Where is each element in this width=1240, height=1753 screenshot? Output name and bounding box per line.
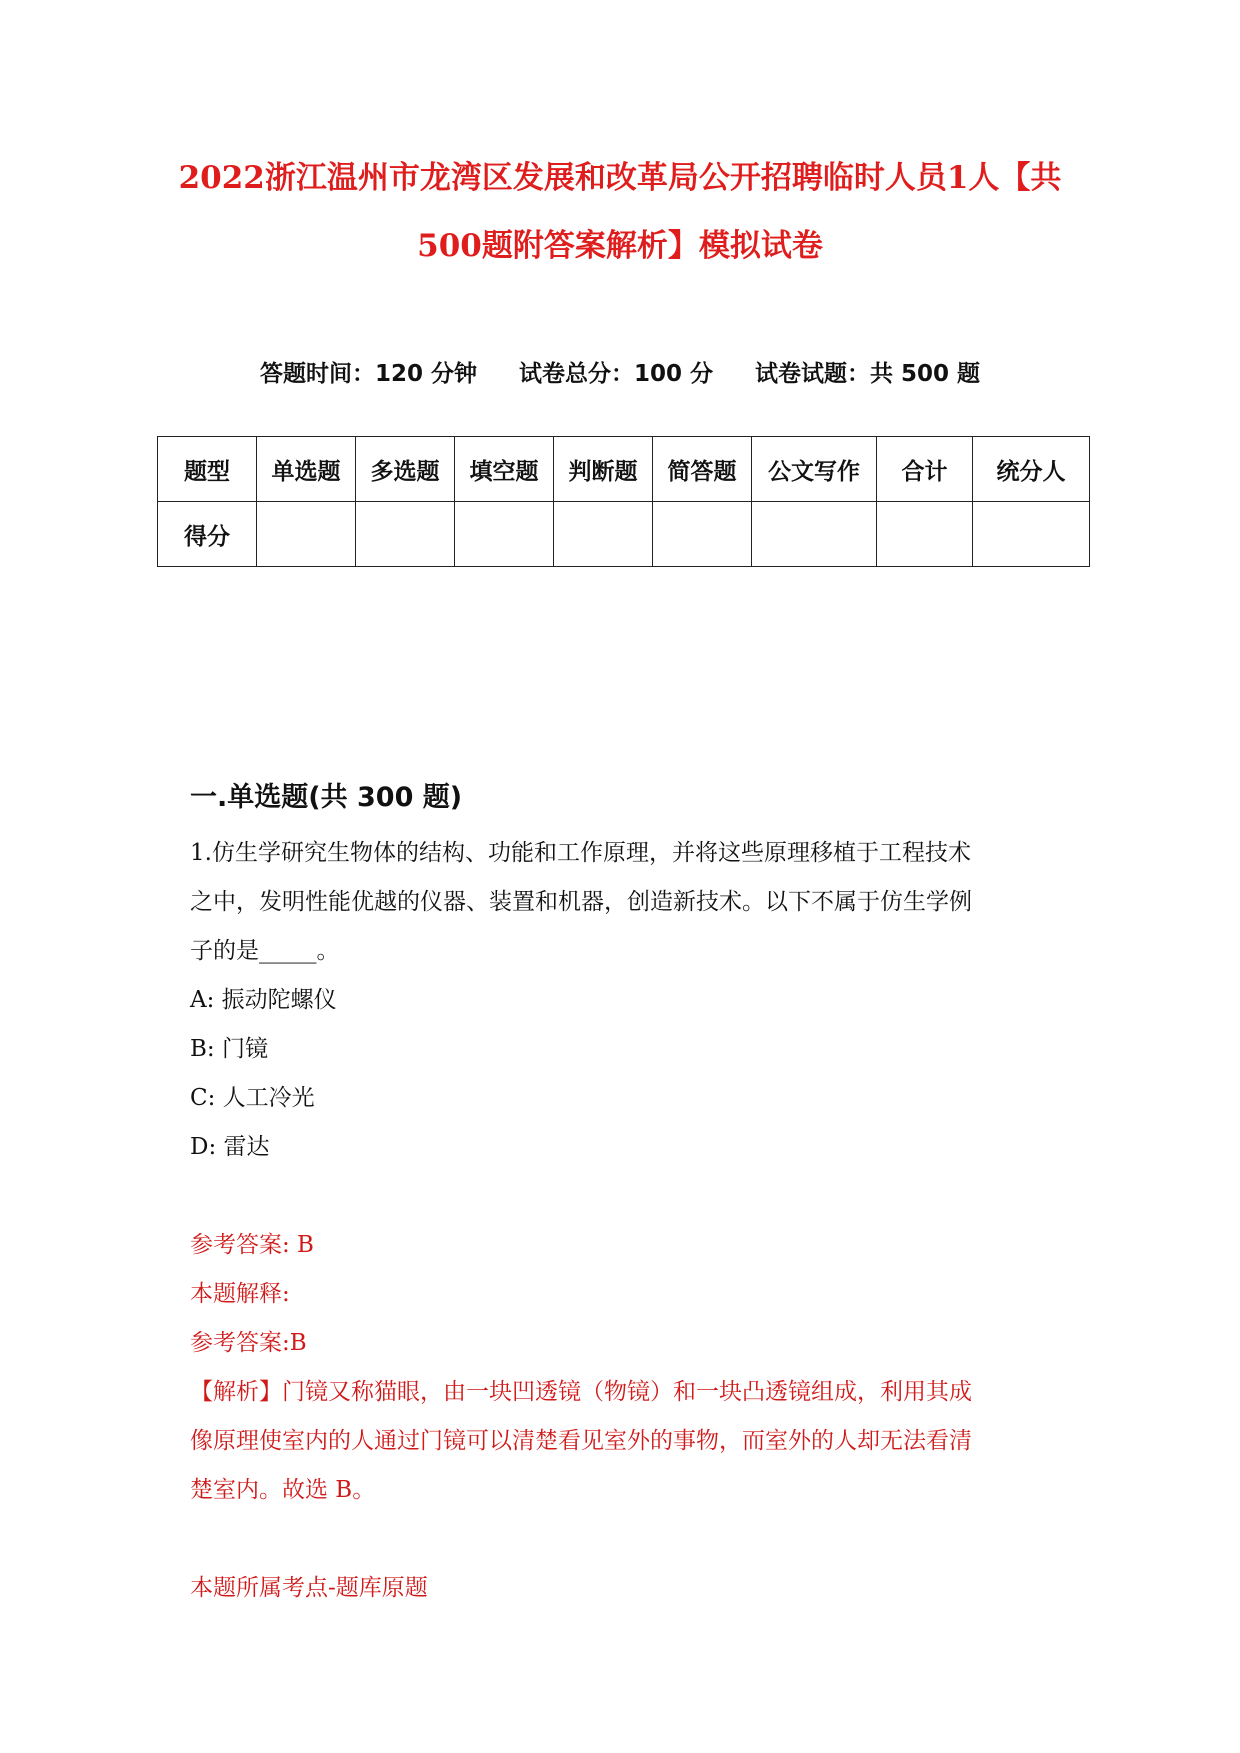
- question-text-line-3: 子的是_____。: [190, 938, 340, 964]
- header-cell-fill-blank: 填空题: [455, 437, 554, 502]
- option-a: A: 振动陀螺仪: [190, 987, 337, 1013]
- score-cell: [356, 502, 455, 567]
- analysis-line-1: 【解析】门镜又称猫眼，由一块凹透镜（物镜）和一块凸透镜组成，利用其成: [190, 1379, 972, 1405]
- topic-note: 本题所属考点-题库原题: [190, 1575, 428, 1601]
- score-cell: [973, 502, 1090, 567]
- reference-answer: 参考答案: B: [190, 1232, 314, 1258]
- explanation-label: 本题解释:: [190, 1281, 290, 1307]
- analysis-line-2: 像原理使室内的人通过门镜可以清楚看见室外的事物，而室外的人却无法看清: [190, 1428, 972, 1454]
- question-text-line-2: 之中，发明性能优越的仪器、装置和机器，创造新技术。以下不属于仿生学例: [190, 889, 972, 915]
- score-cell: [752, 502, 877, 567]
- reference-answer-repeat: 参考答案:B: [190, 1330, 307, 1356]
- score-table-header-row: [158, 437, 1090, 502]
- header-cell-total: 合计: [877, 437, 973, 502]
- exam-time: 答题时间：120 分钟: [259, 361, 477, 387]
- score-cell: [554, 502, 653, 567]
- exam-meta: [0, 357, 1240, 391]
- header-cell-scorer: 统分人: [973, 437, 1090, 502]
- analysis-line-3: 楚室内。故选 B。: [190, 1477, 376, 1503]
- score-table: [157, 436, 1090, 567]
- score-cell: [257, 502, 356, 567]
- header-cell-short-answer: 简答题: [653, 437, 752, 502]
- score-table-score-row: [158, 502, 1090, 567]
- option-d: D: 雷达: [190, 1134, 270, 1160]
- exam-question-count: 试卷试题：共 500 题: [755, 361, 981, 387]
- option-c: C: 人工冷光: [190, 1085, 315, 1111]
- exam-total-score: 试卷总分：100 分: [518, 361, 714, 387]
- row-label-score: 得分: [158, 502, 257, 567]
- document-title-line-2: 500题附答案解析】模拟试卷: [417, 228, 823, 264]
- document-title-line-1: 2022浙江温州市龙湾区发展和改革局公开招聘临时人员1人【共: [178, 160, 1062, 196]
- score-cell: [653, 502, 752, 567]
- header-cell-true-false: 判断题: [554, 437, 653, 502]
- section-heading: 一.单选题(共 300 题): [190, 782, 463, 813]
- header-cell-single-choice: 单选题: [257, 437, 356, 502]
- question-text-line-1: 1.仿生学研究生物体的结构、功能和工作原理，并将这些原理移植于工程技术: [190, 840, 971, 866]
- header-cell-type: 题型: [158, 437, 257, 502]
- header-cell-official-writing: 公文写作: [752, 437, 877, 502]
- option-b: B: 门镜: [190, 1036, 268, 1062]
- header-cell-multiple-choice: 多选题: [356, 437, 455, 502]
- score-cell: [877, 502, 973, 567]
- score-cell: [455, 502, 554, 567]
